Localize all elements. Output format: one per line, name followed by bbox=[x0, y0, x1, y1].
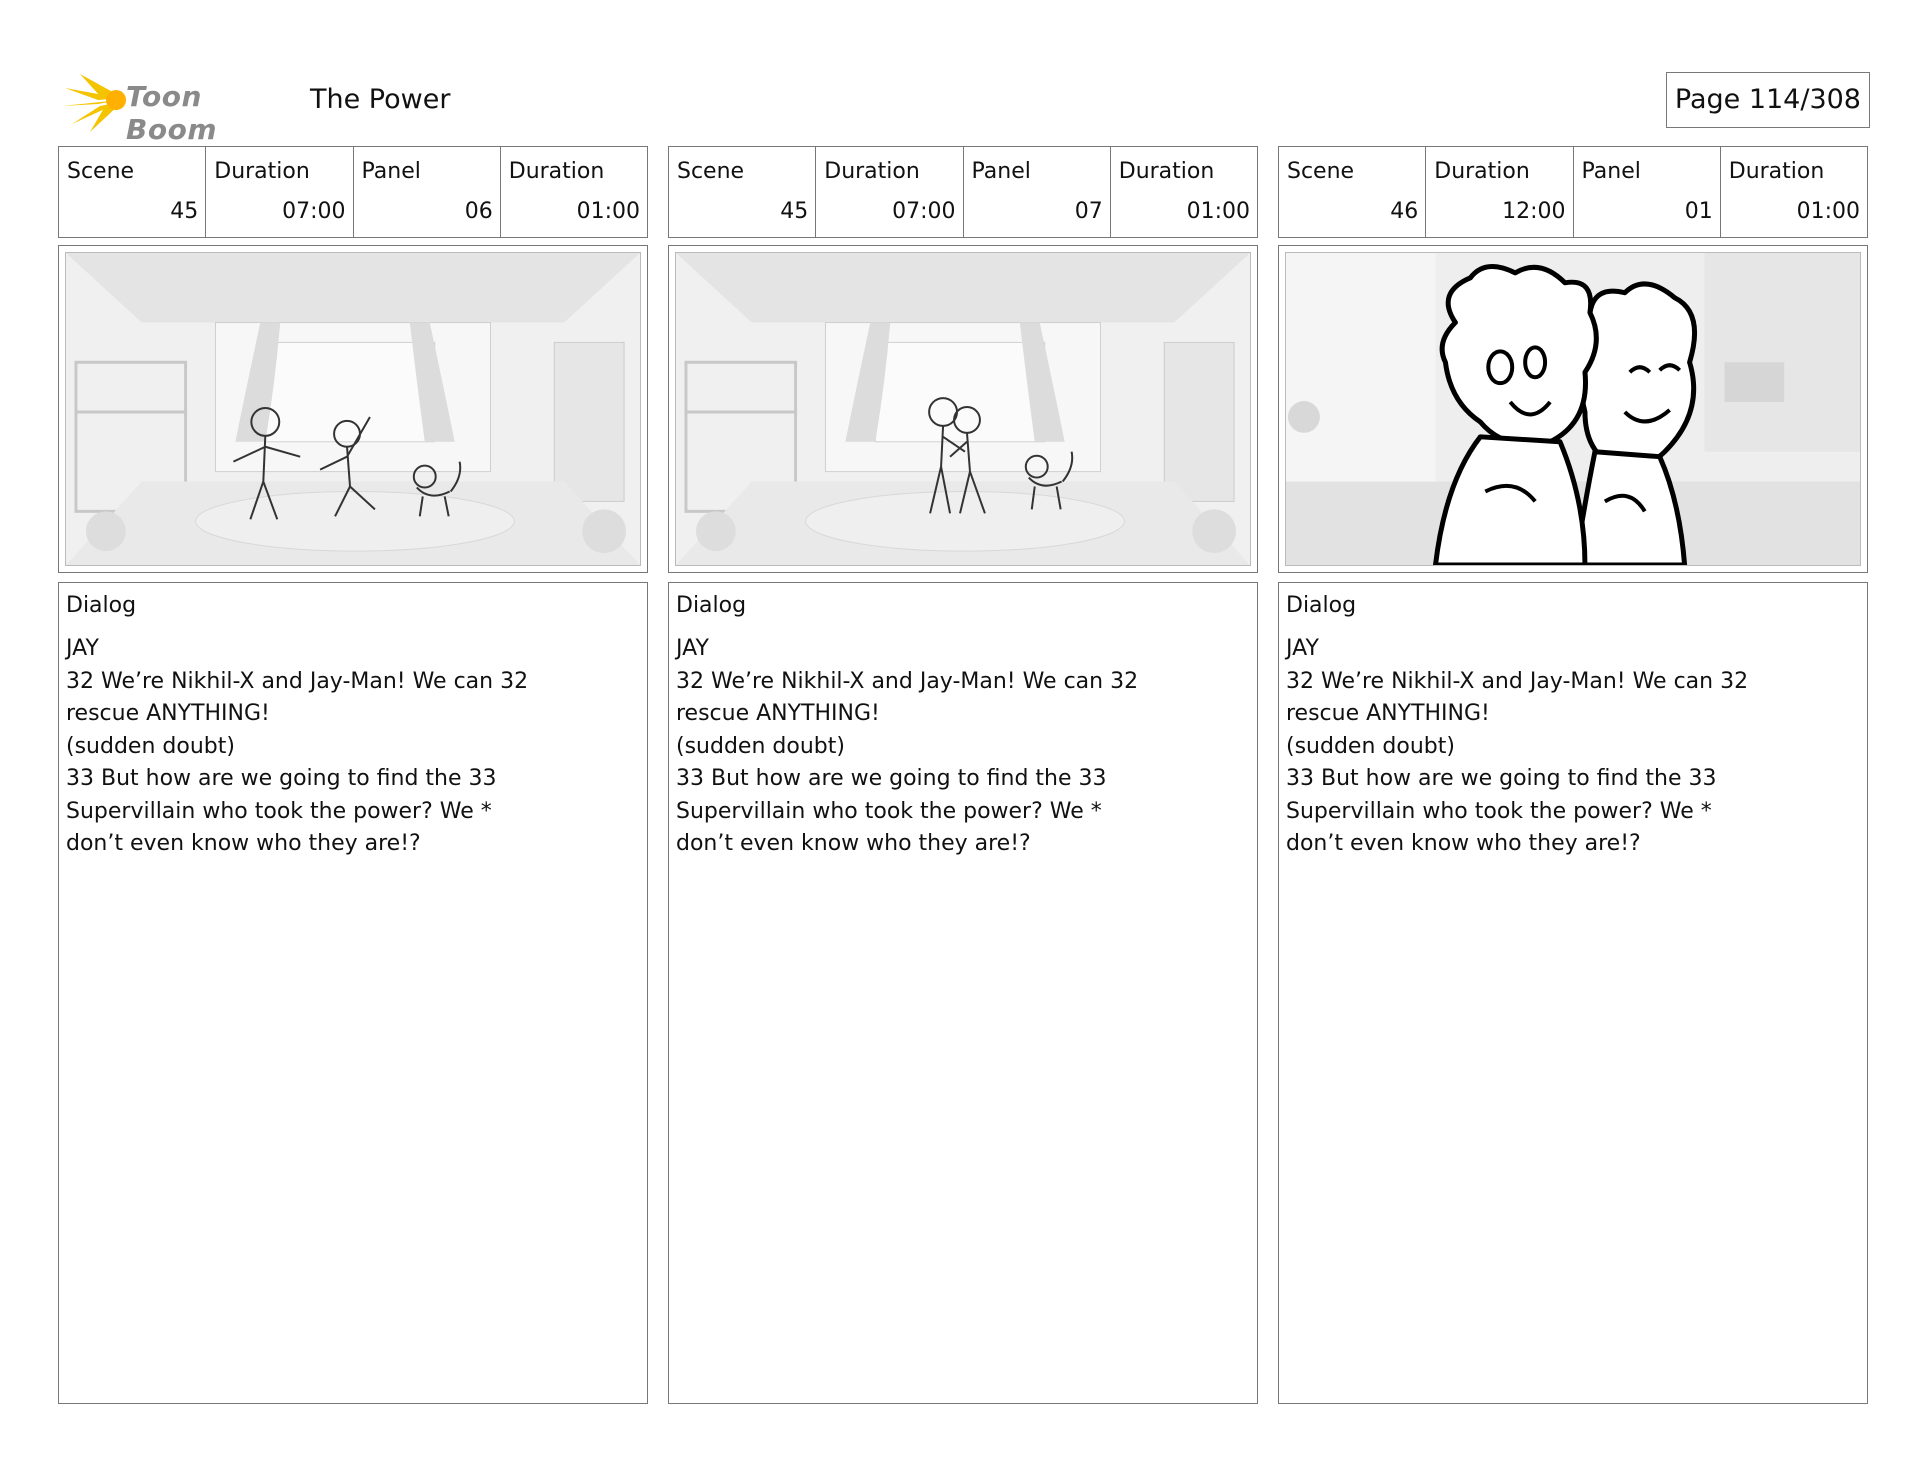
dialog-line: rescue ANYTHING! bbox=[676, 701, 880, 726]
panel-label: Panel bbox=[971, 159, 1031, 184]
dialog-line: Supervillain who took the power? We * bbox=[676, 798, 1102, 824]
scene-value: 45 bbox=[780, 199, 809, 224]
dialog-line: (sudden doubt) bbox=[66, 733, 235, 759]
page-header bbox=[60, 62, 1870, 146]
storyboard-drawing bbox=[1285, 252, 1861, 566]
dialog-line: 33 But how are we going to find the 33 bbox=[676, 766, 1107, 791]
dialog-line: (sudden doubt) bbox=[1286, 733, 1455, 759]
dialog-line: don’t even know who they are!? bbox=[1286, 831, 1641, 856]
scene-label: Scene bbox=[67, 159, 135, 184]
scene-duration-cell bbox=[1425, 147, 1572, 237]
panel-value: 01 bbox=[1684, 199, 1713, 224]
panel-info-row bbox=[1278, 146, 1868, 238]
panel-cell bbox=[963, 147, 1110, 237]
scene-cell bbox=[669, 147, 815, 237]
dialog-line: 32 We’re Nikhil-X and Jay-Man! We can 32 bbox=[66, 668, 529, 694]
dialog-line: 33 But how are we going to find the 33 bbox=[66, 766, 497, 791]
scene-duration-value: 07:00 bbox=[282, 199, 346, 224]
scene-duration-cell bbox=[815, 147, 962, 237]
dialog-line: 32 We’re Nikhil-X and Jay-Man! We can 32 bbox=[676, 668, 1139, 694]
panel-image-frame bbox=[668, 245, 1258, 573]
scene-cell bbox=[59, 147, 205, 237]
scene-label: Scene bbox=[677, 159, 745, 184]
scene-duration-cell bbox=[205, 147, 352, 237]
scene-label: Scene bbox=[1287, 159, 1355, 184]
panel-info-row bbox=[668, 146, 1258, 238]
duration-label: Duration bbox=[1728, 159, 1825, 184]
storyboard-drawing bbox=[675, 252, 1251, 566]
dialog-label: Dialog bbox=[66, 593, 137, 618]
dialog-line: 33 But how are we going to find the 33 bbox=[1286, 766, 1717, 791]
dialog-line: don’t even know who they are!? bbox=[676, 831, 1031, 856]
scene-value: 46 bbox=[1390, 199, 1419, 224]
dialog-text bbox=[676, 633, 1138, 861]
dialog-character: JAY bbox=[66, 636, 99, 661]
scene-duration-value: 07:00 bbox=[892, 199, 956, 224]
dialog-line: Supervillain who took the power? We * bbox=[1286, 798, 1712, 824]
panel-duration-value: 01:00 bbox=[576, 199, 640, 224]
dialog-line: 32 We’re Nikhil-X and Jay-Man! We can 32 bbox=[1286, 668, 1749, 694]
dialog-text bbox=[1286, 633, 1748, 861]
dialog-line: Supervillain who took the power? We * bbox=[66, 798, 492, 824]
duration-label: Duration bbox=[1434, 159, 1530, 184]
dialog-label: Dialog bbox=[676, 593, 747, 618]
room-scene-sketch bbox=[676, 253, 1250, 565]
panel-image-frame bbox=[58, 245, 648, 573]
panel-value: 07 bbox=[1074, 199, 1103, 224]
panel-duration-value: 01:00 bbox=[1796, 199, 1860, 224]
room-scene-sketch bbox=[66, 253, 640, 565]
document-title: The Power bbox=[310, 84, 451, 115]
closeup-characters-sketch bbox=[1286, 253, 1860, 565]
sun-burst-icon bbox=[60, 66, 130, 136]
dialog-box bbox=[58, 582, 648, 1404]
panel-cell bbox=[1573, 147, 1720, 237]
panel-value: 06 bbox=[464, 199, 493, 224]
toon-boom-logo bbox=[60, 62, 300, 146]
dialog-line: rescue ANYTHING! bbox=[1286, 701, 1490, 726]
dialog-box bbox=[668, 582, 1258, 1404]
panel-duration-cell bbox=[500, 147, 647, 237]
dialog-character: JAY bbox=[676, 636, 709, 661]
panel-duration-value: 01:00 bbox=[1186, 199, 1250, 224]
scene-cell bbox=[1279, 147, 1425, 237]
duration-label: Duration bbox=[214, 159, 310, 184]
duration-label: Duration bbox=[824, 159, 920, 184]
panel-duration-cell bbox=[1720, 147, 1867, 237]
page-indicator: Page 114/308 bbox=[1666, 72, 1870, 128]
scene-duration-value: 12:00 bbox=[1502, 199, 1566, 224]
dialog-label: Dialog bbox=[1286, 593, 1357, 618]
duration-label: Duration bbox=[1118, 159, 1215, 184]
panel-duration-cell bbox=[1110, 147, 1257, 237]
scene-value: 45 bbox=[170, 199, 199, 224]
dialog-line: (sudden doubt) bbox=[676, 733, 845, 759]
dialog-character: JAY bbox=[1286, 636, 1319, 661]
storyboard-drawing bbox=[65, 252, 641, 566]
dialog-box bbox=[1278, 582, 1868, 1404]
panel-label: Panel bbox=[1581, 159, 1641, 184]
logo-text: Toon Boom bbox=[126, 80, 217, 146]
duration-label: Duration bbox=[508, 159, 605, 184]
panel-cell bbox=[353, 147, 500, 237]
panel-info-row bbox=[58, 146, 648, 238]
dialog-text bbox=[66, 633, 528, 861]
panel-image-frame bbox=[1278, 245, 1868, 573]
panel-label: Panel bbox=[361, 159, 421, 184]
dialog-line: rescue ANYTHING! bbox=[66, 701, 270, 726]
dialog-line: don’t even know who they are!? bbox=[66, 831, 421, 856]
